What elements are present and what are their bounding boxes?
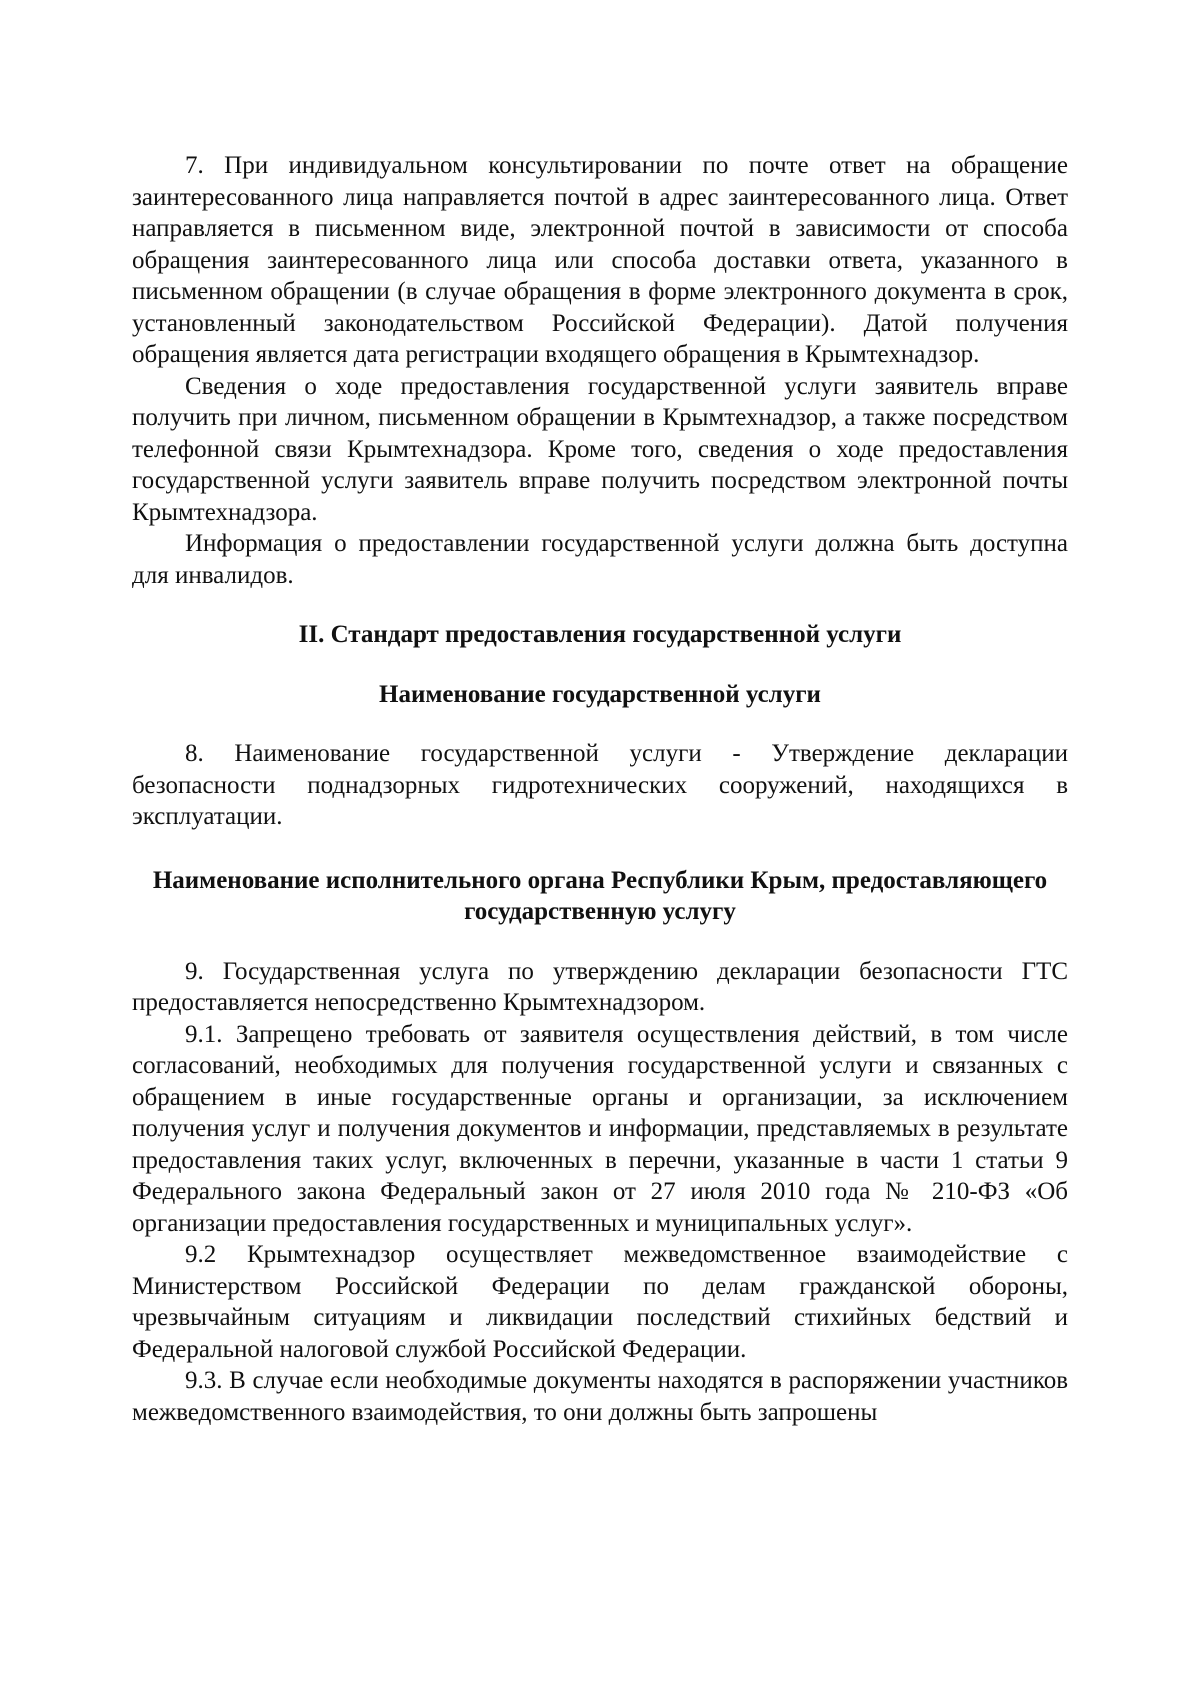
paragraph-status-info: Сведения о ходе предоставления государственной услуги заявитель вправе получить при личном, письменном обращении в Крымтехнадзор, а также посредством телефонной связи Крымтехнадзора. Кроме того, сведения о ходе предоставления государственной услуги заявитель вправе получить посредством электронной почты Крымтехнадзора. <box>132 372 1068 526</box>
paragraph-9-1: 9.1. Запрещено требовать от заявителя осуществления действий, в том числе согласований, необходимых для получения государственной услуги и связанных с обращением в иные государственные органы и организации, за исключением получения услуг и получения документов и информации, представляемых в результате предоставления таких услуг, включенных в перечни, указанные в части 1 статьи 9 Федерального закона Федеральный закон от 27 июля 2010 года № 210-ФЗ «Об организации предоставления государственных и муниципальных услуг». <box>132 1020 1068 1237</box>
heading-authority: Наименование исполнительного органа Республики Крым, предоставляющего государственную услугу <box>152 866 1048 925</box>
document-body <box>132 150 1068 1428</box>
paragraph-7: 7. При индивидуальном консультировании по почте ответ на обращение заинтересованного лица направляется почтой в адрес заинтересованного лица. Ответ направляется в письменном виде, электронной почтой в зависимости от способа обращения заинтересованного лица или способа доставки ответа, указанного в письменном обращении (в случае обращения в форме электронного документа в срок, установленный законодательством Российской Федерации). Датой получения обращения является дата регистрации входящего обращения в Крымтехнадзор. <box>132 152 1068 368</box>
paragraph-8: 8. Наименование государственной услуги - Утверждение декларации безопасности поднадзорных гидротехнических сооружений, находящихся в эксплуатации. <box>132 740 1068 830</box>
paragraph-9: 9. Государственная услуга по утверждению декларации безопасности ГТС предоставляется непосредственно Крымтехнадзором. <box>132 957 1068 1016</box>
paragraph-accessibility: Информация о предоставлении государственной услуги должна быть доступна для инвалидов. <box>132 530 1068 589</box>
heading-service-name: Наименование государственной услуги <box>379 680 821 708</box>
section-title: II. Стандарт предоставления государственной услуги <box>298 621 902 648</box>
paragraph-9-2: 9.2 Крымтехнадзор осуществляет межведомственное взаимодействие с Министерством Российской Федерации по делам гражданской обороны, чрезвычайным ситуациям и ликвидации последствий стихийных бедствий и Федеральной налоговой службой Российской Федерации. <box>132 1241 1068 1363</box>
paragraph-9-3: 9.3. В случае если необходимые документы находятся в распоряжении участников межведомственного взаимодействия, то они должны быть запрошены <box>132 1367 1068 1426</box>
